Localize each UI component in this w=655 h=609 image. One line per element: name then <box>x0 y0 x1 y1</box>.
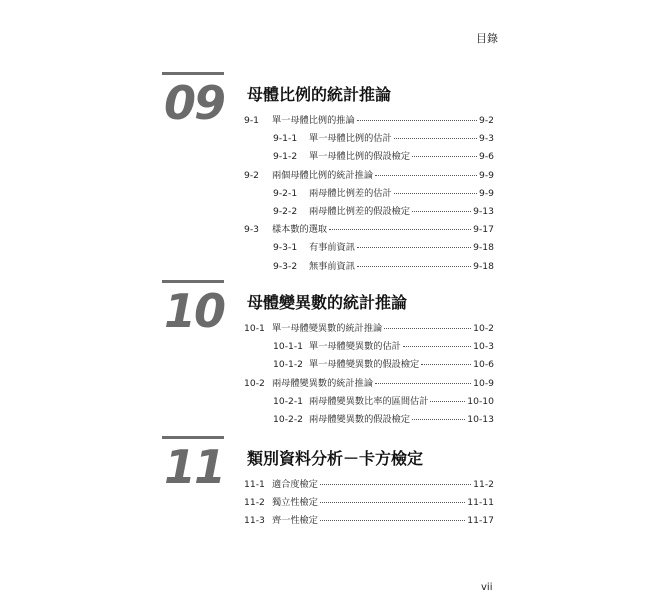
entry-page: 9-9 <box>478 187 494 199</box>
entry-text: 齊一性檢定 <box>272 515 318 527</box>
toc-entry[interactable] <box>244 356 494 374</box>
toc-entry[interactable] <box>244 130 494 148</box>
toc-entry[interactable] <box>244 112 494 130</box>
toc-entry[interactable] <box>244 203 494 221</box>
dot-leader <box>384 328 471 329</box>
entry-text: 單一母體變異數的估計 <box>309 341 401 353</box>
dot-leader <box>320 502 465 503</box>
entry-page: 10-9 <box>473 377 494 389</box>
entry-text: 單一母體比例的估計 <box>309 133 392 145</box>
chapter-entries <box>244 112 494 276</box>
chapter-bar <box>162 72 224 75</box>
entry-number: 10-1 <box>244 323 265 334</box>
chapter-number: 11 <box>164 440 225 494</box>
toc-entry[interactable] <box>244 185 494 203</box>
entry-text: 適合度檢定 <box>272 479 318 490</box>
entry-page: 9-2 <box>478 115 494 126</box>
toc-entry[interactable] <box>244 148 494 166</box>
entry-text: 兩個母體比例的統計推論 <box>272 169 374 181</box>
entry-number: 11-3 <box>244 515 265 527</box>
entry-page: 9-17 <box>473 224 494 236</box>
entry-page: 11-2 <box>473 479 494 490</box>
entry-page: 10-13 <box>467 413 494 425</box>
entry-page: 9-6 <box>478 151 494 163</box>
entry-page: 10-6 <box>473 359 494 371</box>
entry-number: 10-2-2 <box>273 413 304 425</box>
chapter-11 <box>162 436 502 536</box>
dot-leader <box>320 484 471 485</box>
toc-entry[interactable] <box>244 411 494 429</box>
toc-entry[interactable] <box>244 393 494 411</box>
dot-leader <box>412 211 471 212</box>
toc-entry[interactable] <box>244 338 494 356</box>
entry-text: 兩母體比例差的假設檢定 <box>309 205 411 217</box>
toc-entry[interactable] <box>244 221 494 239</box>
dot-leader <box>357 266 471 267</box>
dot-leader <box>357 120 477 121</box>
entry-number: 9-2-1 <box>273 187 298 199</box>
entry-text: 單一母體變異數的統計推論 <box>272 323 383 334</box>
toc-entry[interactable] <box>244 320 494 338</box>
dot-leader <box>394 138 477 139</box>
entry-number: 10-1-1 <box>273 341 304 353</box>
chapter-entries <box>244 476 494 531</box>
entry-text: 有事前資訊 <box>309 242 355 254</box>
entry-text: 獨立性檢定 <box>272 497 318 509</box>
entry-number: 9-2-2 <box>273 205 298 217</box>
chapter-number: 09 <box>164 76 225 130</box>
entry-number: 9-1 <box>244 115 260 126</box>
entry-text: 無事前資訊 <box>309 260 355 272</box>
entry-page: 10-2 <box>473 323 494 334</box>
toc-entry[interactable] <box>244 258 494 276</box>
entry-text: 兩母體變異數的統計推論 <box>272 377 374 389</box>
dot-leader <box>320 520 465 521</box>
entry-number: 10-2-1 <box>273 395 304 407</box>
dot-leader <box>412 156 477 157</box>
entry-text: 樣本數的選取 <box>272 224 328 236</box>
entry-number: 9-3-1 <box>273 242 298 254</box>
toc-entry[interactable] <box>244 167 494 185</box>
dot-leader <box>412 419 465 420</box>
entry-page: 9-9 <box>478 169 494 181</box>
entry-number: 9-3-2 <box>273 260 298 272</box>
entry-number: 9-2 <box>244 169 260 181</box>
entry-number: 11-1 <box>244 479 265 490</box>
entry-text: 兩母體變異數的假設檢定 <box>309 413 411 425</box>
dot-leader <box>394 193 477 194</box>
page-number: vii <box>481 582 493 593</box>
entry-number: 10-2 <box>244 377 265 389</box>
dot-leader <box>430 401 465 402</box>
dot-leader <box>375 383 471 384</box>
entry-page: 11-11 <box>467 497 494 509</box>
dot-leader <box>421 364 471 365</box>
entry-page: 9-13 <box>473 205 494 217</box>
dot-leader <box>403 346 471 347</box>
dot-leader <box>375 175 477 176</box>
chapter-bar <box>162 280 224 283</box>
chapter-title: 類別資料分析－卡方檢定 <box>247 449 424 468</box>
chapter-title: 母體變異數的統計推論 <box>247 293 408 312</box>
chapter-10 <box>162 280 502 430</box>
page-header-title: 目錄 <box>476 32 498 45</box>
entry-number: 9-3 <box>244 224 260 236</box>
dot-leader <box>357 247 471 248</box>
entry-text: 兩母體變異數比率的區間估計 <box>309 395 429 407</box>
entry-number: 11-2 <box>244 497 265 509</box>
entry-text: 單一母體比例的推論 <box>272 115 355 126</box>
entry-text: 單一母體變異數的假設檢定 <box>309 359 420 371</box>
dot-leader <box>329 229 471 230</box>
entry-page: 10-10 <box>467 395 494 407</box>
toc-entry[interactable] <box>244 239 494 257</box>
entry-page: 10-3 <box>473 341 494 353</box>
chapter-entries <box>244 320 494 429</box>
chapter-number: 10 <box>164 284 225 338</box>
chapter-09 <box>162 72 502 272</box>
entry-number: 10-1-2 <box>273 359 304 371</box>
entry-text: 兩母體比例差的估計 <box>309 187 392 199</box>
entry-page: 9-3 <box>478 133 494 145</box>
toc-entry[interactable] <box>244 512 494 530</box>
entry-number: 9-1-1 <box>273 133 298 145</box>
entry-page: 9-18 <box>473 260 494 272</box>
entry-page: 9-18 <box>473 242 494 254</box>
entry-text: 單一母體比例的假設檢定 <box>309 151 411 163</box>
toc-entry[interactable] <box>244 375 494 393</box>
toc-entry[interactable] <box>244 476 494 494</box>
entry-page: 11-17 <box>467 515 494 527</box>
chapter-title: 母體比例的統計推論 <box>247 85 392 104</box>
toc-entry[interactable] <box>244 494 494 512</box>
chapter-bar <box>162 436 224 439</box>
entry-number: 9-1-2 <box>273 151 298 163</box>
